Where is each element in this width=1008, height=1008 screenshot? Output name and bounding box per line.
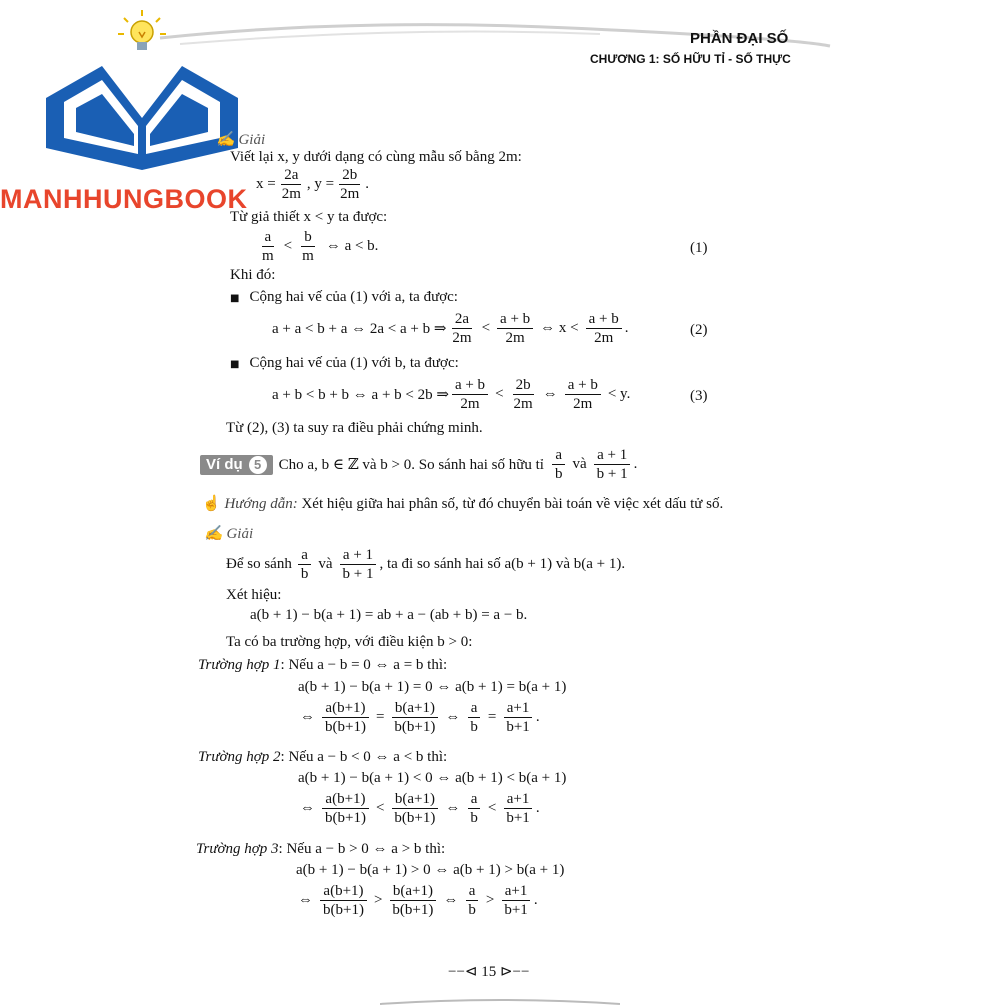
bullet-2: ■ Cộng hai vế của (1) với b, ta được:: [230, 355, 459, 371]
eq-number-1: (1): [690, 240, 708, 256]
proof1-eq1: $\frac{a}{m}$ < $\frac{b}{m}$ ⇔ a < b.: [262, 229, 379, 264]
case-2-eq1: a(b + 1) − b(a + 1) < 0 ⇔ a(b + 1) < b(a + 1): [298, 770, 567, 786]
book-logo-icon: [42, 58, 242, 178]
proof1-eq2: a + a < b + a ⇔ 2a < a + b ⇒ $\frac{2a}{2m}$ < $\frac{a + b}{2m}$ ⇔ x < $\frac{a + b}{2m}$ .: [272, 311, 629, 346]
pencil-icon: ✍: [216, 132, 239, 148]
bullet-icon: ■: [230, 359, 240, 370]
brand-logo-part2: BOOK: [164, 184, 248, 214]
case-3-eq1: a(b + 1) − b(a + 1) > 0 ⇔ a(b + 1) > b(a + 1): [296, 862, 565, 878]
chapter-title: CHƯƠNG 1: SỐ HỮU TỈ - SỐ THỰC: [590, 52, 791, 66]
proof1-line2: Từ giả thiết x < y ta được:: [230, 209, 388, 225]
case-1-heading: Trường hợp 1: Nếu a − b = 0 ⇔ a = b thì:: [198, 657, 448, 673]
proof1-line1: Viết lại x, y dưới dạng có cùng mẫu số bằng 2m:: [230, 149, 522, 165]
case-3-heading: Trường hợp 3: Nếu a − b > 0 ⇔ a > b thì:: [196, 841, 446, 857]
ex5-line1: Để so sánh $\frac{a}{b}$ và $\frac{a + 1}{b + 1}$ , ta đi so sánh hai số a(b + 1) và b(a + 1).: [226, 547, 626, 582]
page-number: −−⊲ 15 ⊳−−: [448, 964, 530, 980]
case-1-eq2: ⇔ $\frac{a(b+1)}{b(b+1)}$ = $\frac{b(a+1)}{b(b+1)}$ ⇔ $\frac{a}{b}$ = $\frac{a+1}{b+1}$ .: [300, 700, 540, 735]
footer-swoosh: [380, 996, 620, 1006]
bullet-icon: ■: [230, 293, 240, 304]
example-5: Ví dụ 5 Cho a, b ∈ ℤ và b > 0. So sánh hai số hữu tỉ $\frac{a}{b}$ và $\frac{a + 1}{b + 1}$ .: [200, 446, 637, 483]
proof1-eq3: a + b < b + b ⇔ a + b < 2b ⇒ $\frac{a + b}{2m}$ < $\frac{2b}{2m}$ ⇔ $\frac{a + b}{2m}$ < y.: [272, 377, 631, 412]
giai-label-2: ✍ Giải: [204, 526, 254, 542]
case-2-eq2: ⇔ $\frac{a(b+1)}{b(b+1)}$ < $\frac{b(a+1)}{b(b+1)}$ ⇔ $\frac{a}{b}$ < $\frac{a+1}{b+1}$ .: [300, 791, 540, 826]
khi-do: Khi đó:: [230, 267, 276, 283]
proof1-eq-xy: x = $\frac{2a}{2m}$ , y = $\frac{2b}{2m}$ .: [256, 167, 370, 202]
part-title: PHẦN ĐẠI SỐ: [690, 30, 789, 47]
example-badge: Ví dụ 5: [200, 455, 273, 475]
giai-label-1: ✍ Giải: [216, 132, 266, 148]
case-1-eq1: a(b + 1) − b(a + 1) = 0 ⇔ a(b + 1) = b(a + 1): [298, 679, 567, 695]
eq-number-3: (3): [690, 388, 708, 404]
hieu-equation: a(b + 1) − b(a + 1) = ab + a − (ab + b) = a − b.: [250, 607, 528, 623]
brand-logo-part1: MANHHUNG: [0, 184, 165, 214]
hand-pointer-icon: ☝: [202, 496, 225, 512]
lightbulb-icon: [116, 8, 168, 60]
xet-hieu: Xét hiệu:: [226, 587, 282, 603]
case-2-heading: Trường hợp 2: Nếu a − b < 0 ⇔ a < b thì:: [198, 749, 448, 765]
hint-line: ☝ Hướng dẫn: Xét hiệu giữa hai phân số, từ đó chuyển bài toán về việc xét dấu tử số.: [202, 496, 724, 512]
case-3-eq2: ⇔ $\frac{a(b+1)}{b(b+1)}$ > $\frac{b(a+1)}{b(b+1)}$ ⇔ $\frac{a}{b}$ > $\frac{a+1}{b+1}$ .: [298, 883, 538, 918]
eq-number-2: (2): [690, 322, 708, 338]
pencil-icon: ✍: [204, 526, 227, 542]
proof1-conclusion: Từ (2), (3) ta suy ra điều phải chứng minh.: [226, 420, 483, 436]
cases-intro: Ta có ba trường hợp, với điều kiện b > 0:: [226, 634, 473, 650]
bullet-1: ■ Cộng hai vế của (1) với a, ta được:: [230, 289, 458, 305]
brand-logo-text: [0, 184, 247, 215]
